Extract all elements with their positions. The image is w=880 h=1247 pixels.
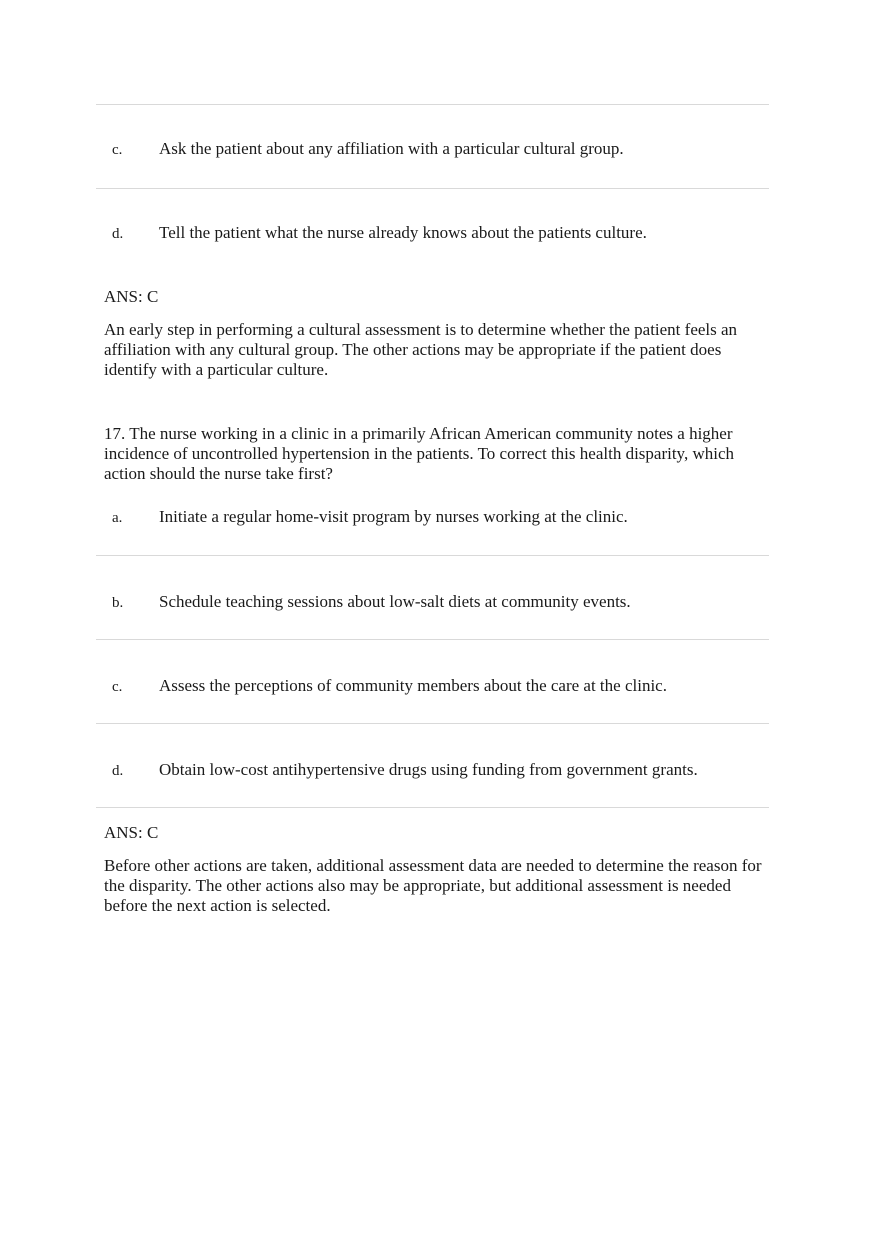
question-stem-line: incidence of uncontrolled hypertension in the patients. To correct this health disparity, which xyxy=(104,444,734,463)
option-a-letter: a. xyxy=(112,510,123,526)
answer-label: ANS: C xyxy=(104,287,159,306)
option-c-text: Assess the perceptions of community members about the care at the clinic. xyxy=(159,676,667,695)
divider xyxy=(96,104,769,105)
divider xyxy=(96,555,769,556)
option-c-letter: c. xyxy=(112,679,123,695)
rationale-line: before the next action is selected. xyxy=(104,896,331,915)
divider xyxy=(96,639,769,640)
rationale xyxy=(104,320,776,380)
rationale-line: Before other actions are taken, additional assessment data are needed to determine the reason for xyxy=(104,856,762,875)
question-stem-line: action should the nurse take first? xyxy=(104,464,333,483)
rationale xyxy=(104,856,776,916)
divider xyxy=(96,723,769,724)
rationale-line: the disparity. The other actions also may be appropriate, but additional assessment is needed xyxy=(104,876,731,895)
option-d-text: Obtain low-cost antihypertensive drugs using funding from government grants. xyxy=(159,760,698,779)
option-b-letter: b. xyxy=(112,595,124,611)
divider xyxy=(96,188,769,189)
answer-label: ANS: C xyxy=(104,823,159,842)
option-c-text: Ask the patient about any affiliation with a particular cultural group. xyxy=(159,139,624,158)
option-b-text: Schedule teaching sessions about low-salt diets at community events. xyxy=(159,592,631,611)
option-d-text: Tell the patient what the nurse already knows about the patients culture. xyxy=(159,223,647,242)
option-a-text: Initiate a regular home-visit program by nurses working at the clinic. xyxy=(159,507,628,526)
rationale-line: An early step in performing a cultural assessment is to determine whether the patient feels an xyxy=(104,320,738,339)
option-c-letter: c. xyxy=(112,142,123,158)
question-17-stem xyxy=(104,424,776,484)
rationale-line: identify with a particular culture. xyxy=(104,360,329,379)
divider xyxy=(96,807,769,808)
option-d-letter: d. xyxy=(112,226,124,242)
rationale-line: affiliation with any cultural group. The other actions may be appropriate if the patient does xyxy=(104,340,722,359)
option-d-letter: d. xyxy=(112,763,124,779)
question-stem-line: 17. The nurse working in a clinic in a primarily African American community notes a higher xyxy=(104,424,733,443)
